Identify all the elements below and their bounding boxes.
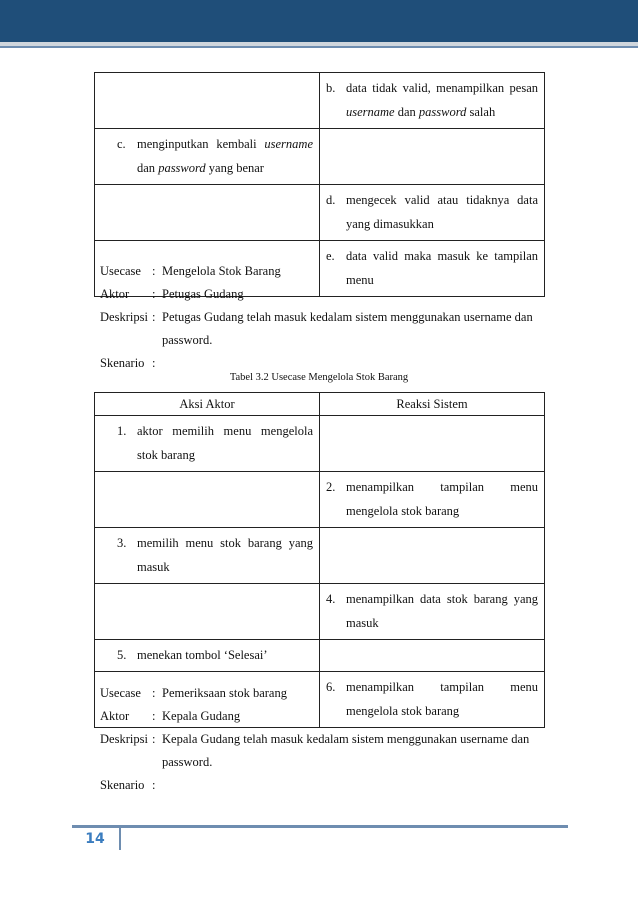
usecase-label: Usecase — [100, 686, 141, 700]
list-marker: 5. — [117, 648, 127, 662]
colon: : — [152, 732, 156, 746]
list-marker: d. — [326, 193, 336, 207]
list-item — [326, 188, 538, 236]
table-row — [95, 472, 545, 528]
text-run: menginputkan kembali — [137, 137, 265, 151]
list-text — [346, 475, 538, 523]
deskripsi-label: Deskripsi — [100, 310, 148, 324]
colon: : — [152, 356, 156, 370]
usecase-row — [100, 260, 550, 283]
header-band — [0, 0, 638, 42]
reaksi-sistem-cell — [320, 416, 545, 472]
aksi-aktor-cell — [95, 185, 320, 241]
footer-divider — [72, 825, 568, 828]
skenario-label: Skenario — [100, 356, 145, 370]
table-caption: Tabel 3.2 Usecase Mengelola Stok Barang — [229, 372, 409, 383]
colon: : — [152, 287, 156, 301]
aksi-aktor-cell — [95, 73, 320, 129]
text-run: data tidak valid, menampilkan pesan — [346, 81, 538, 95]
colon: : — [152, 686, 156, 700]
header-divider-accent — [0, 46, 638, 48]
list-text — [346, 188, 538, 236]
reaksi-sistem-cell — [320, 640, 545, 672]
text-run: data valid maka masuk ke tampilan menu — [346, 249, 538, 287]
list-text — [346, 587, 538, 635]
usecase-row — [100, 682, 550, 705]
list-marker: b. — [326, 81, 336, 95]
text-run: menampilkan tampilan menu mengelola stok barang — [346, 680, 538, 718]
aksi-aktor-cell — [95, 584, 320, 640]
table-row — [95, 640, 545, 672]
list-item — [101, 531, 313, 579]
deskripsi-row — [100, 306, 550, 329]
usecase-value: Mengelola Stok Barang — [162, 264, 281, 278]
text-run: yang benar — [205, 161, 264, 175]
text-run: menampilkan tampilan menu mengelola stok barang — [346, 480, 538, 518]
reaksi-sistem-cell — [320, 472, 545, 528]
page-number-separator — [119, 828, 121, 850]
skenario-value — [162, 774, 550, 797]
list-marker: 4. — [326, 592, 336, 606]
list-marker: 6. — [326, 680, 336, 694]
list-text — [137, 419, 313, 467]
table-row — [95, 73, 545, 129]
usecase-value: Pemeriksaan stok barang — [162, 686, 287, 700]
table-row — [95, 129, 545, 185]
aksi-aktor-cell — [95, 416, 320, 472]
table-row — [95, 528, 545, 584]
italic-term: username — [346, 105, 395, 119]
aksi-aktor-cell — [95, 472, 320, 528]
reaksi-sistem-cell — [320, 584, 545, 640]
text-run: aktor memilih menu mengelola stok barang — [137, 424, 313, 462]
aktor-label: Aktor — [100, 287, 130, 301]
colon: : — [152, 310, 156, 324]
aksi-aktor-cell — [95, 528, 320, 584]
usecase-block-1 — [100, 260, 550, 375]
skenario-row — [100, 774, 550, 797]
deskripsi-label: Deskripsi — [100, 732, 148, 746]
deskripsi-value: Petugas Gudang telah masuk kedalam sistem menggunakan username dan — [162, 310, 533, 324]
text-run: menampilkan data stok barang yang masuk — [346, 592, 538, 630]
list-text — [137, 643, 313, 667]
aksi-aktor-cell — [95, 640, 320, 672]
header-reaksi-sistem: Reaksi Sistem — [320, 393, 545, 416]
deskripsi-continuation: password. — [162, 755, 213, 769]
text-run: memilih menu stok barang yang masuk — [137, 536, 313, 574]
text-run: menekan tombol ‘Selesai’ — [137, 648, 268, 662]
text-run: dan — [394, 105, 419, 119]
list-item — [326, 587, 538, 635]
list-item — [101, 419, 313, 467]
italic-term: password — [418, 105, 467, 119]
list-marker: 2. — [326, 480, 336, 494]
usecase-block-2 — [100, 682, 550, 797]
table-row — [95, 416, 545, 472]
italic-term: username — [264, 137, 313, 151]
aktor-row — [100, 283, 550, 306]
list-item — [326, 475, 538, 523]
colon: : — [152, 264, 156, 278]
italic-term: password — [158, 161, 206, 175]
table2-body — [95, 416, 545, 728]
text-run: salah — [466, 105, 496, 119]
reaksi-sistem-cell — [320, 129, 545, 185]
header-aksi-aktor: Aksi Aktor — [95, 393, 320, 416]
list-text — [346, 76, 538, 124]
deskripsi-row — [100, 728, 550, 751]
aktor-label: Aktor — [100, 709, 130, 723]
usecase-label: Usecase — [100, 264, 141, 278]
list-item — [326, 76, 538, 124]
reaksi-sistem-cell — [320, 528, 545, 584]
aktor-row — [100, 705, 550, 728]
reaksi-sistem-cell — [320, 185, 545, 241]
list-marker: 1. — [117, 424, 127, 438]
list-item — [101, 643, 313, 667]
table-row — [95, 584, 545, 640]
aktor-value: Petugas Gudang — [162, 287, 244, 301]
text-run: mengecek valid atau tidaknya data yang dimasukkan — [346, 193, 538, 231]
table-row — [95, 185, 545, 241]
list-marker: e. — [326, 249, 335, 263]
list-marker: c. — [117, 137, 126, 151]
aksi-aktor-cell — [95, 129, 320, 185]
skenario-label: Skenario — [100, 778, 145, 792]
table-header-row — [95, 393, 545, 416]
list-text — [137, 531, 313, 579]
deskripsi-value: Kepala Gudang telah masuk kedalam sistem menggunakan username dan — [162, 732, 530, 746]
text-run: dan — [137, 161, 159, 175]
aktor-value: Kepala Gudang — [162, 709, 241, 723]
colon: : — [152, 778, 156, 792]
colon: : — [152, 709, 156, 723]
usecase-scenario-table — [94, 392, 545, 728]
deskripsi-continuation: password. — [162, 333, 213, 347]
page-number: 14 — [85, 831, 105, 847]
list-marker: 3. — [117, 536, 127, 550]
list-text — [137, 132, 313, 180]
reaksi-sistem-cell — [320, 73, 545, 129]
list-item — [101, 132, 313, 180]
